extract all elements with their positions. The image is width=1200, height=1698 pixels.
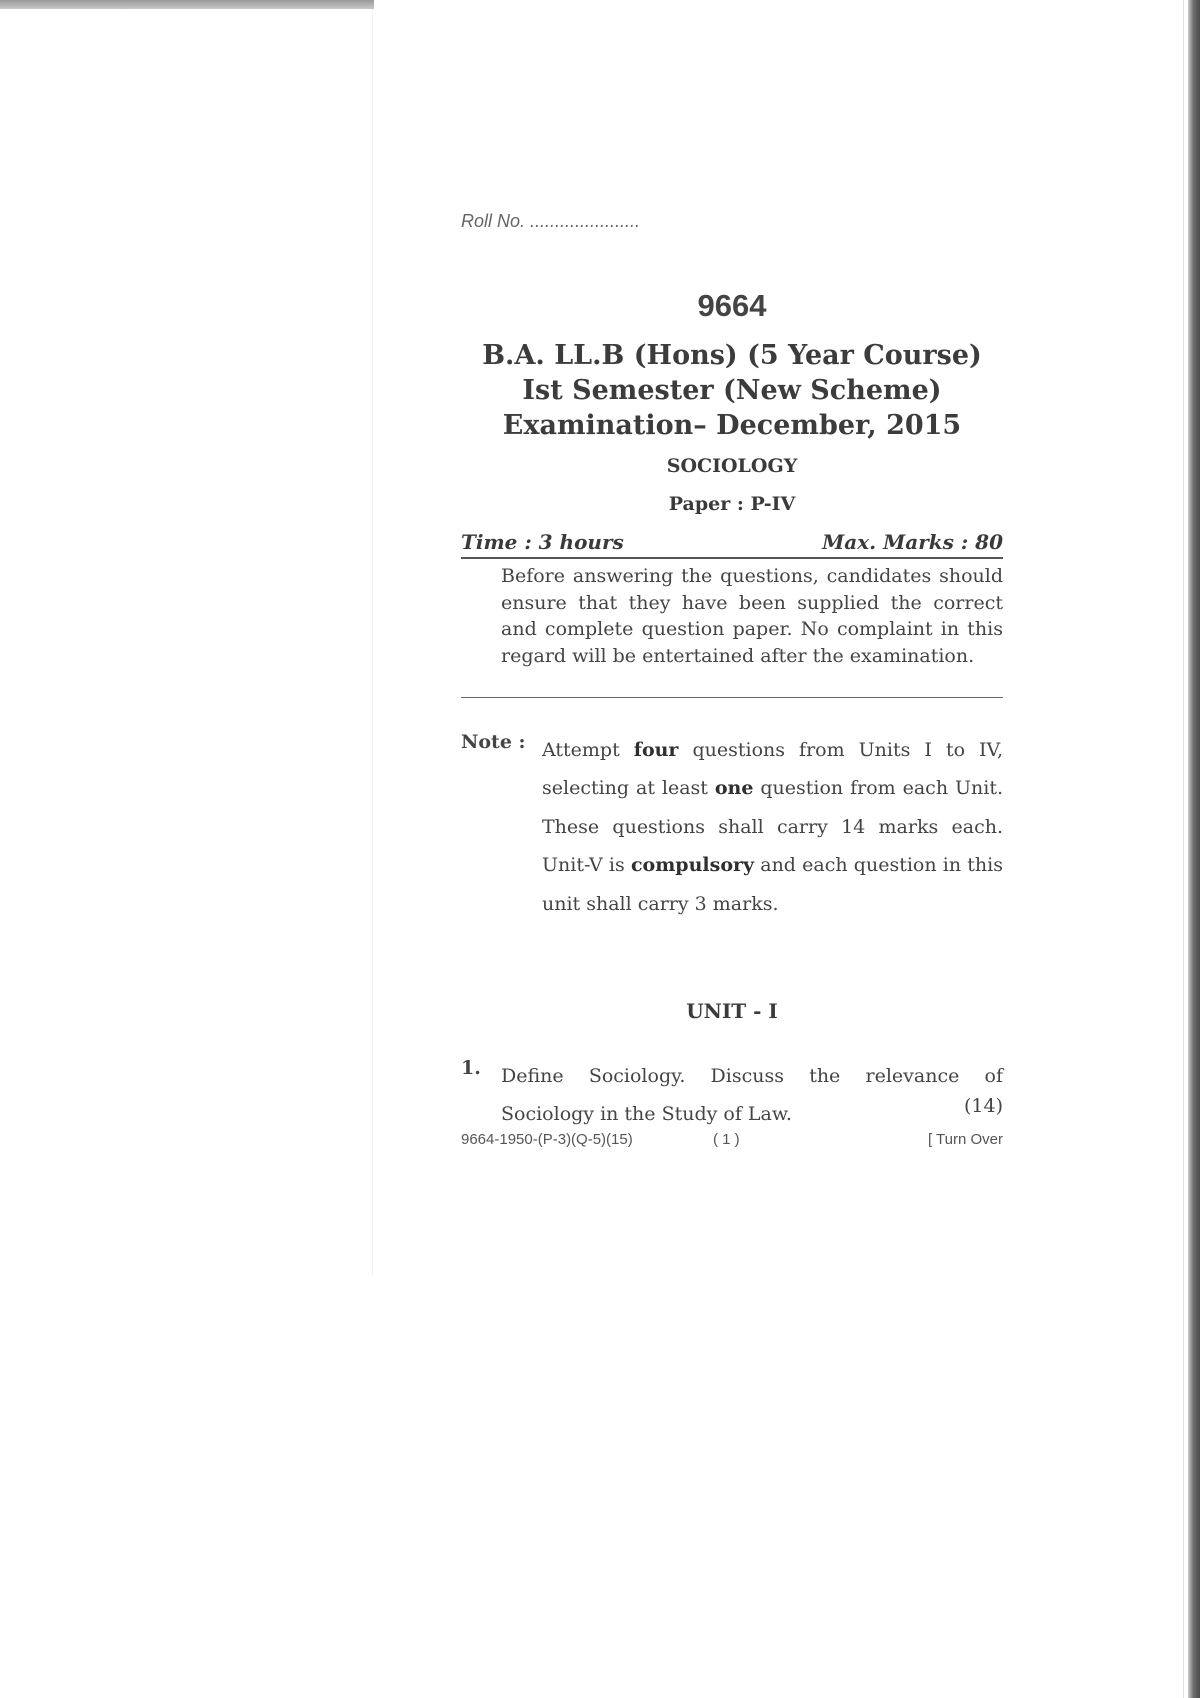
paper-code: 9664: [697, 288, 767, 323]
time-allowed: Time : 3 hours: [461, 530, 624, 554]
roll-number: Roll No. ......................: [461, 211, 641, 231]
subject-title: SOCIOLOGY: [666, 455, 798, 477]
scan-top-edge: [0, 0, 374, 9]
course-title: [461, 338, 1003, 443]
note-text-part: and each question in this unit shall carry 3 marks.: [542, 854, 1003, 915]
unit-heading: UNIT - I: [686, 999, 778, 1023]
note-emphasis-four: four: [633, 739, 679, 761]
instructions-box: Before answering the questions, candidates should ensure that they have been supplied the correct and complete question paper. No complaint in this regard will be entertained after the examination.: [501, 565, 1003, 667]
divider-top: [461, 557, 1003, 559]
page-number: ( 1 ): [713, 1131, 740, 1148]
note-text-part: questions from Units I to IV, selecting at least: [542, 739, 1004, 800]
note-text-part: question from each Unit. These questions shall carry 14 marks each. Unit-V is: [542, 777, 1003, 877]
footer-code: 9664-1950-(P-3)(Q-5)(15): [461, 1131, 633, 1148]
scan-fold-line: [372, 10, 373, 1275]
max-marks: Max. Marks : 80: [822, 530, 1003, 554]
question-number: 1.: [461, 1057, 481, 1079]
note-emphasis-one: one: [714, 777, 754, 800]
question-text: Define Sociology. Discuss the relevance of Sociology in the Study of Law.: [501, 1065, 1003, 1125]
course-line-3: Examination– December, 2015: [502, 410, 962, 441]
note-text-part: Attempt: [542, 739, 634, 761]
note-emphasis-compulsory: compulsory: [630, 854, 755, 877]
turn-over-label: [ Turn Over: [927, 1131, 1003, 1148]
question-marks: (14): [963, 1095, 1003, 1117]
divider-bottom: [461, 697, 1003, 698]
course-line-2: Ist Semester (New Scheme): [522, 375, 942, 406]
note-label: Note :: [461, 731, 526, 753]
scan-right-shadow: [1183, 0, 1184, 1698]
note-text: [542, 731, 1003, 923]
scan-right-edge: [1188, 0, 1200, 1698]
paper-number: Paper : P-IV: [668, 493, 796, 515]
course-line-1: B.A. LL.B (Hons) (5 Year Course): [482, 340, 982, 371]
